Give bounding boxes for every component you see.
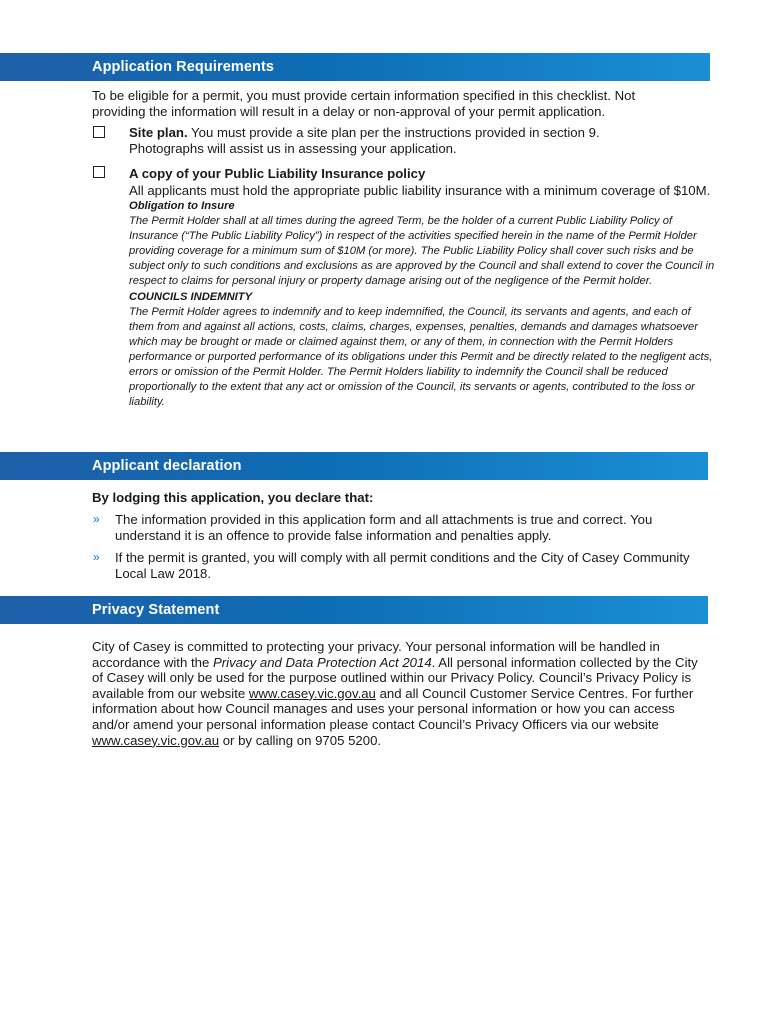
indemnity-heading: COUNCILS INDEMNITY: [129, 290, 253, 303]
checklist-item-text: You must provide a site plan per the instructions provided in section 9. Photographs will assist us in assessing your application.: [129, 125, 600, 156]
section-title: Privacy Statement: [92, 602, 220, 618]
checklist-item-title: Site plan.: [129, 125, 188, 140]
insurance-checkbox[interactable]: [93, 166, 105, 178]
privacy-text: [92, 639, 712, 748]
privacy-text-part: and all Council Customer Service Centres. For further information about how Council manages and uses your personal information or how you can access and/or amend your personal information please contact Council’s Privacy Officers via our website: [92, 685, 694, 732]
section-title: Application Requirements: [92, 59, 275, 75]
section-header-requirements: [0, 53, 710, 81]
privacy-text-part: or by calling on 9705 5200.: [219, 732, 382, 748]
declaration-item: [93, 550, 713, 581]
section-title: Applicant declaration: [92, 458, 242, 474]
privacy-text-part: City of Casey is committed to protecting your privacy. Your personal information will be handled in accordance with the: [92, 639, 660, 670]
indemnity-text: The Permit Holder agrees to indemnify and to keep indemnified, the Council, its servants and agents, and each of them from and against all actions, costs, claims, charges, expenses, penalties, demands and damages whatsoever which may be brought or made or claimed against them, or any of them, in connection with the Permit Holders performance or purported performance of its obligations under this Permit and be directly related to the negligent acts, errors or omission of the Permit Holder. The Permit Holders liability to indemnify the Council shall be reduced proportionally to the extent that any act or omission of the Council, its servants or agents, contributed to the loss or liability.: [129, 305, 713, 409]
privacy-act-name: Privacy and Data Protection Act 2014: [212, 654, 432, 670]
declaration-item: [93, 512, 713, 543]
section-header-declaration: [0, 452, 708, 480]
obligation-heading: Obligation to Insure: [129, 200, 235, 212]
declaration-item-text: If the permit is granted, you will comply with all permit conditions and the City of Casey Community Local Law 2018.: [115, 550, 690, 581]
checklist-item-site-plan: [93, 125, 718, 157]
site-plan-checkbox[interactable]: [93, 126, 105, 138]
insurance-legal-text: [129, 199, 718, 410]
obligation-text: The Permit Holder shall at all times during the agreed Term, be the holder of a current Public Liability Policy of Insurance (“The Public Liability Policy”) in respect of the activities specified herein in the name of the Permit Holder providing coverage for a minimum sum of $10M (or more). The Public Liability Policy shall cover such risks and be subject only to such conditions and exclusions as are approved by the Council and shall extend to cover the Council in respect to claims for personal injury or property damage arising out of the negligence of the Permit holder.: [129, 215, 715, 288]
requirements-intro: To be eligible for a permit, you must provide certain information specified in this checklist. Not providing the information will result in a delay or non-approval of your permit application.: [92, 88, 636, 119]
chevron-bullet-icon: »: [93, 512, 100, 526]
declaration-lead: By lodging this application, you declare that:: [92, 490, 374, 505]
chevron-bullet-icon: »: [93, 550, 100, 564]
section-header-privacy: [0, 596, 708, 624]
checklist-item-title: A copy of your Public Liability Insurance policy: [129, 166, 426, 181]
checklist-item-insurance: [93, 165, 718, 410]
privacy-text-part: . All personal information collected by the City of Casey will only be used for the purpose outlined within our Privacy Policy. Council’s Privacy Policy is available from our website: [92, 654, 698, 701]
declaration-item-text: The information provided in this application form and all attachments is true and correct. You understand it is an offence to provide false information and penalties apply.: [115, 512, 653, 543]
checklist-item-text: All applicants must hold the appropriate public liability insurance with a minimum coverage of $10M.: [129, 183, 711, 198]
casey-website-link[interactable]: www.casey.vic.gov.au: [92, 732, 220, 748]
casey-website-link[interactable]: www.casey.vic.gov.au: [248, 685, 376, 701]
